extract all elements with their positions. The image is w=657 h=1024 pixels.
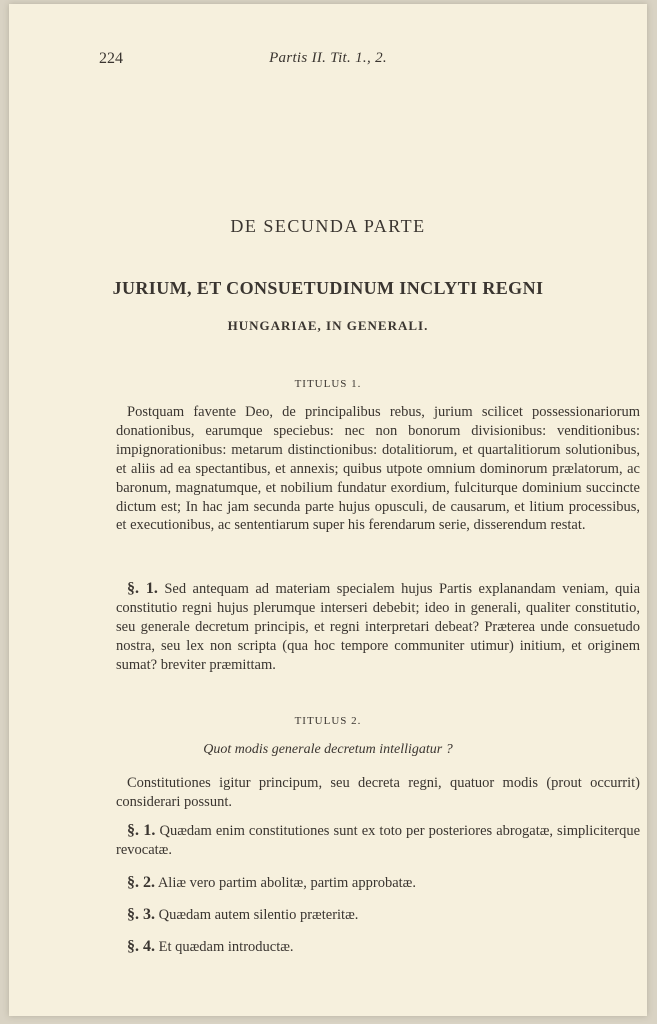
book-page [9, 4, 647, 1016]
section-text: Quædam autem silentio præteritæ. [158, 907, 359, 923]
section-mark: §. 1. [127, 822, 156, 839]
titulus-1-section-1 [116, 580, 640, 675]
main-heading: JURIUM, ET CONSUETUDINUM INCLYTI REGNI [112, 278, 544, 298]
section-mark: §. 3. [127, 906, 155, 923]
section-text: Sed antequam ad materiam specialem hujus Partis explanandam veniam, quia constitutio regni hujus plerumque interseri debebit; ideo in generali, qualiter constitutio, seu generale decretum principis, et regni interpretari debeat? Præterea unde consuetudo nostra, seu lex non scripta (qua hoc tempore communiter utimur) initium, et originem sumat? breviter præmittam. [116, 581, 641, 673]
section-text: Aliæ vero partim abolitæ, partim approbatæ. [157, 875, 416, 891]
section-mark: §. 4. [127, 938, 155, 955]
sub-heading: HUNGARIAE, IN GENERALI. [227, 318, 429, 333]
titulus-2-paragraph: Constitutiones igitur principum, seu decreta regni, quatuor modis (prout occurrit) considerari possunt. [116, 775, 640, 810]
section-text: Et quædam introductæ. [158, 939, 294, 955]
section-mark: §. 2. [127, 874, 155, 891]
section-text: Quædam enim constitutiones sunt ex toto per posteriores abrogatæ, simpliciterque revocatæ. [116, 823, 641, 858]
titulus-1-paragraph: Postquam favente Deo, de principalibus rebus, jurium scilicet possessionariorum donationibus, earumque speciebus: nec non bonorum divisionibus: venditionibus: impignorationibus: metarum distinctionibus: dotalitiorum, et quartalitiorum solutionibus, et aliis ad ea spectantibus, et annexis; quibus utpote omnium dominorum prælatorum, ac baronum, magnatumque, et nobilium fundatur exordium, fulciturque dominium succincte dictum est; In hac jam secunda parte hujus opusculi, de causarum, et litium processibus, et executionibus, ac sententiarum super his ferendarum serie, disserendum restat. [116, 404, 640, 534]
titulus-2-section-2 [116, 874, 640, 893]
running-head [9, 50, 647, 74]
part-heading: DE SECUNDA PARTE [230, 216, 426, 236]
titulus-2-label: TITULUS 2. [294, 715, 362, 727]
section-mark: §. 1. [127, 580, 158, 597]
titulus-2-section-3 [116, 906, 640, 925]
page-number: 224 [99, 50, 123, 67]
titulus-2-section-4 [116, 938, 640, 957]
titulus-1-label: TITULUS 1. [294, 378, 362, 390]
titulus-2-title: Quot modis generale decretum intelligatur ? [203, 742, 453, 757]
titulus-2-section-1 [116, 822, 640, 860]
running-title: Partis II. Tit. 1., 2. [269, 50, 387, 66]
